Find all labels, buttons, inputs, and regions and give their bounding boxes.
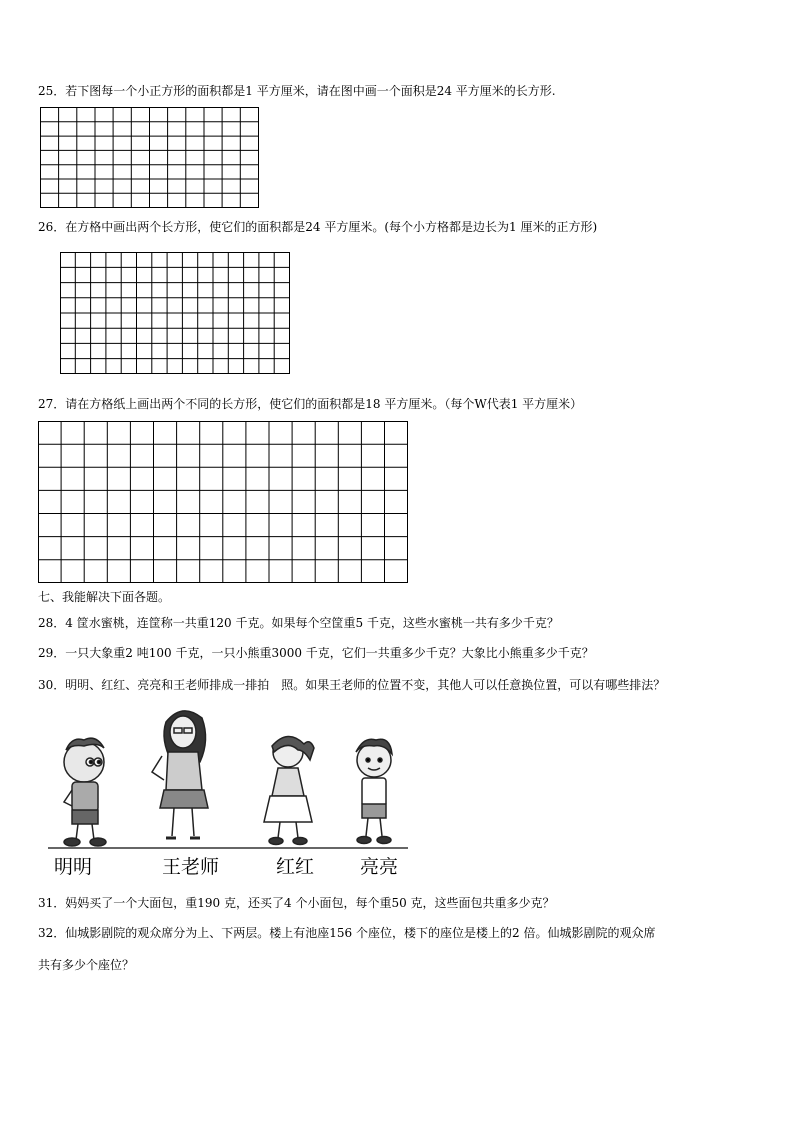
boy-liangliang-figure bbox=[356, 739, 392, 843]
grid-svg bbox=[40, 107, 262, 210]
question-30: 30．明明、红红、亮亮和王老师排成一排拍 照。如果王老师的位置不变，其他人可以任意换位置，可以有哪些排法？ bbox=[38, 678, 666, 692]
grid-svg bbox=[60, 252, 292, 376]
section-heading: 七、我能解决下面各题。 bbox=[38, 590, 171, 604]
girl-honghong-figure bbox=[264, 736, 314, 844]
photo-illustration bbox=[42, 700, 412, 880]
name-label: 红红 bbox=[276, 856, 315, 878]
question-29: 29．一只大象重2 吨100 千克，一只小熊重3000 千克，它们一共重多少千克？大象比小熊重多少千克？ bbox=[38, 646, 594, 660]
question-32: 32．仙城影剧院的观众席分为上、下两层。楼上有池座156 个座位，楼下的座位是楼上的2 倍。仙城影剧院的观众席 bbox=[38, 926, 656, 940]
name-label: 王老师 bbox=[162, 856, 220, 878]
people-drawing bbox=[42, 700, 412, 880]
boy-mingming-figure bbox=[64, 738, 106, 846]
name-label: 明明 bbox=[54, 856, 93, 878]
question-27: 27．请在方格纸上画出两个不同的长方形，使它们的面积都是18 平方厘米。（每个W代表1 平方厘米） bbox=[38, 397, 583, 411]
question-31: 31．妈妈买了一个大面包，重190 克，还买了4 个小面包，每个重50 克，这些面包共重多少克？ bbox=[38, 896, 555, 910]
grid-q25[interactable] bbox=[40, 107, 262, 210]
question-32-continued: 共有多少个座位？ bbox=[38, 958, 135, 972]
question-25: 25．若下图每一个小正方形的面积都是1 平方厘米，请在图中画一个面积是24 平方厘米的长方形. bbox=[38, 84, 556, 98]
teacher-figure bbox=[152, 711, 208, 838]
name-label: 亮亮 bbox=[360, 856, 399, 878]
grid-q27[interactable] bbox=[38, 421, 410, 585]
question-28: 28．4 筐水蜜桃，连筐称一共重120 千克。如果每个空筐重5 千克，这些水蜜桃一共有多少千克？ bbox=[38, 616, 559, 630]
grid-svg bbox=[38, 421, 410, 585]
question-26: 26．在方格中画出两个长方形，使它们的面积都是24 平方厘米。(每个小方格都是边长为1 厘米的正方形) bbox=[38, 220, 598, 234]
grid-q26[interactable] bbox=[60, 252, 292, 376]
